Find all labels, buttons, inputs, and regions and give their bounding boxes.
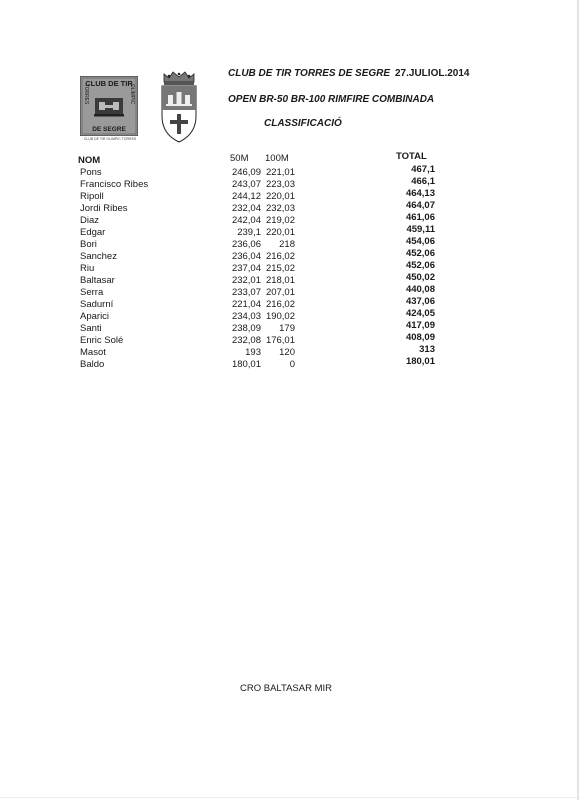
score-total: 454,06 — [405, 236, 435, 247]
score-50m: 246,09 — [231, 167, 261, 178]
results-row — [0, 212, 581, 227]
competitor-name: Pons — [80, 167, 102, 178]
column-header-name: NOM — [78, 155, 101, 166]
classification-heading: CLASSIFICACIÓ — [264, 118, 342, 129]
score-total: 417,09 — [405, 320, 435, 331]
score-total: 180,01 — [405, 356, 435, 367]
score-50m: 232,08 — [231, 335, 261, 346]
competitor-name: Sadurní — [80, 299, 114, 310]
score-50m: 233,07 — [231, 287, 261, 298]
competitor-name: Edgar — [80, 227, 106, 238]
competitor-name: Aparici — [80, 311, 110, 322]
score-total: 450,02 — [405, 272, 435, 283]
score-50m: 243,07 — [231, 179, 261, 190]
score-total: 440,08 — [405, 284, 435, 295]
results-row — [0, 248, 581, 263]
results-row — [0, 164, 581, 179]
score-100m: 221,01 — [265, 167, 295, 178]
score-50m: 221,04 — [231, 299, 261, 310]
competitor-name: Sanchez — [80, 251, 117, 262]
score-100m: 179 — [279, 323, 295, 334]
competitor-name: Santi — [80, 323, 102, 334]
svg-text:OLIMPIC: OLIMPIC — [129, 83, 135, 105]
score-50m: 234,03 — [231, 311, 261, 322]
coat-of-arms — [158, 68, 200, 144]
page-edge — [0, 797, 581, 798]
score-total: 464,07 — [405, 200, 435, 211]
score-50m: 180,01 — [231, 359, 261, 370]
results-row — [0, 308, 581, 323]
score-100m: 0 — [289, 359, 295, 370]
results-row — [0, 320, 581, 335]
competitor-name: Masot — [80, 347, 106, 358]
score-100m: 223,03 — [265, 179, 295, 190]
competitor-name: Baldo — [80, 359, 105, 370]
score-total: 464,13 — [405, 188, 435, 199]
score-100m: 120 — [279, 347, 295, 358]
score-50m: 193 — [245, 347, 261, 358]
competitor-name: Francisco Ribes — [80, 179, 149, 190]
event-date: 27.JULIOL.2014 — [395, 68, 470, 79]
score-total: 459,11 — [406, 224, 435, 235]
svg-text:DE SEGRE: DE SEGRE — [92, 126, 126, 133]
score-total: 313 — [419, 344, 435, 355]
competitor-name: Bori — [80, 239, 97, 250]
score-total: 452,06 — [405, 248, 435, 259]
score-100m: 207,01 — [265, 287, 295, 298]
score-50m: 236,04 — [231, 251, 261, 262]
score-50m: 236,06 — [231, 239, 261, 250]
score-100m: 220,01 — [265, 227, 295, 238]
results-row — [0, 260, 581, 275]
score-total: 461,06 — [405, 212, 435, 223]
score-total: 408,09 — [405, 332, 435, 343]
score-100m: 218,01 — [265, 275, 295, 286]
results-row — [0, 188, 581, 203]
score-100m: 216,02 — [265, 251, 295, 262]
column-header-100m: 100M — [265, 153, 289, 164]
results-row — [0, 272, 581, 287]
competitor-name: Enric Solé — [80, 335, 124, 346]
score-50m: 238,09 — [231, 323, 261, 334]
competitor-name: Baltasar — [80, 275, 115, 286]
score-50m: 232,04 — [231, 203, 261, 214]
score-total: 452,06 — [405, 260, 435, 271]
club-name: CLUB DE TIR TORRES DE SEGRE — [228, 68, 391, 79]
results-row — [0, 200, 581, 215]
event-title: OPEN BR-50 BR-100 RIMFIRE COMBINADA — [228, 94, 435, 105]
score-total: 437,06 — [405, 296, 435, 307]
score-50m: 232,01 — [231, 275, 261, 286]
score-100m: 219,02 — [265, 215, 295, 226]
score-100m: 215,02 — [265, 263, 295, 274]
competitor-name: Serra — [80, 287, 104, 298]
page-edge — [577, 0, 579, 800]
signature-line: CRO BALTASAR MIR — [240, 683, 333, 694]
score-total: 467,1 — [411, 164, 435, 175]
competitor-name: Ripoll — [80, 191, 104, 202]
score-50m: 237,04 — [231, 263, 261, 274]
results-row — [0, 296, 581, 311]
column-header-total: TOTAL — [396, 151, 427, 162]
score-100m: 232,03 — [265, 203, 295, 214]
results-row — [0, 344, 581, 359]
score-100m: 176,01 — [265, 335, 295, 346]
score-50m: 244,12 — [231, 191, 261, 202]
score-50m: 242,04 — [231, 215, 261, 226]
results-row — [0, 284, 581, 299]
svg-text:CLUB DE TIR: CLUB DE TIR — [85, 79, 133, 88]
score-100m: 190,02 — [265, 311, 295, 322]
competitor-name: Diaz — [80, 215, 100, 226]
logo-caption: CLUB DE TIR OLIMPIC TORRES — [83, 137, 137, 141]
column-header-50m: 50M — [230, 153, 249, 164]
score-100m: 220,01 — [265, 191, 295, 202]
score-100m: 216,02 — [265, 299, 295, 310]
score-50m: 239,1 — [237, 227, 261, 238]
score-100m: 218 — [279, 239, 295, 250]
svg-text:TORRES: TORRES — [83, 83, 89, 105]
club-logo — [80, 76, 138, 136]
results-row — [0, 332, 581, 347]
score-total: 466,1 — [411, 176, 435, 187]
competitor-name: Riu — [80, 263, 95, 274]
results-row — [0, 356, 581, 371]
competitor-name: Jordi Ribes — [80, 203, 128, 214]
results-row — [0, 176, 581, 191]
score-total: 424,05 — [405, 308, 435, 319]
results-row — [0, 236, 581, 251]
results-row — [0, 224, 581, 239]
